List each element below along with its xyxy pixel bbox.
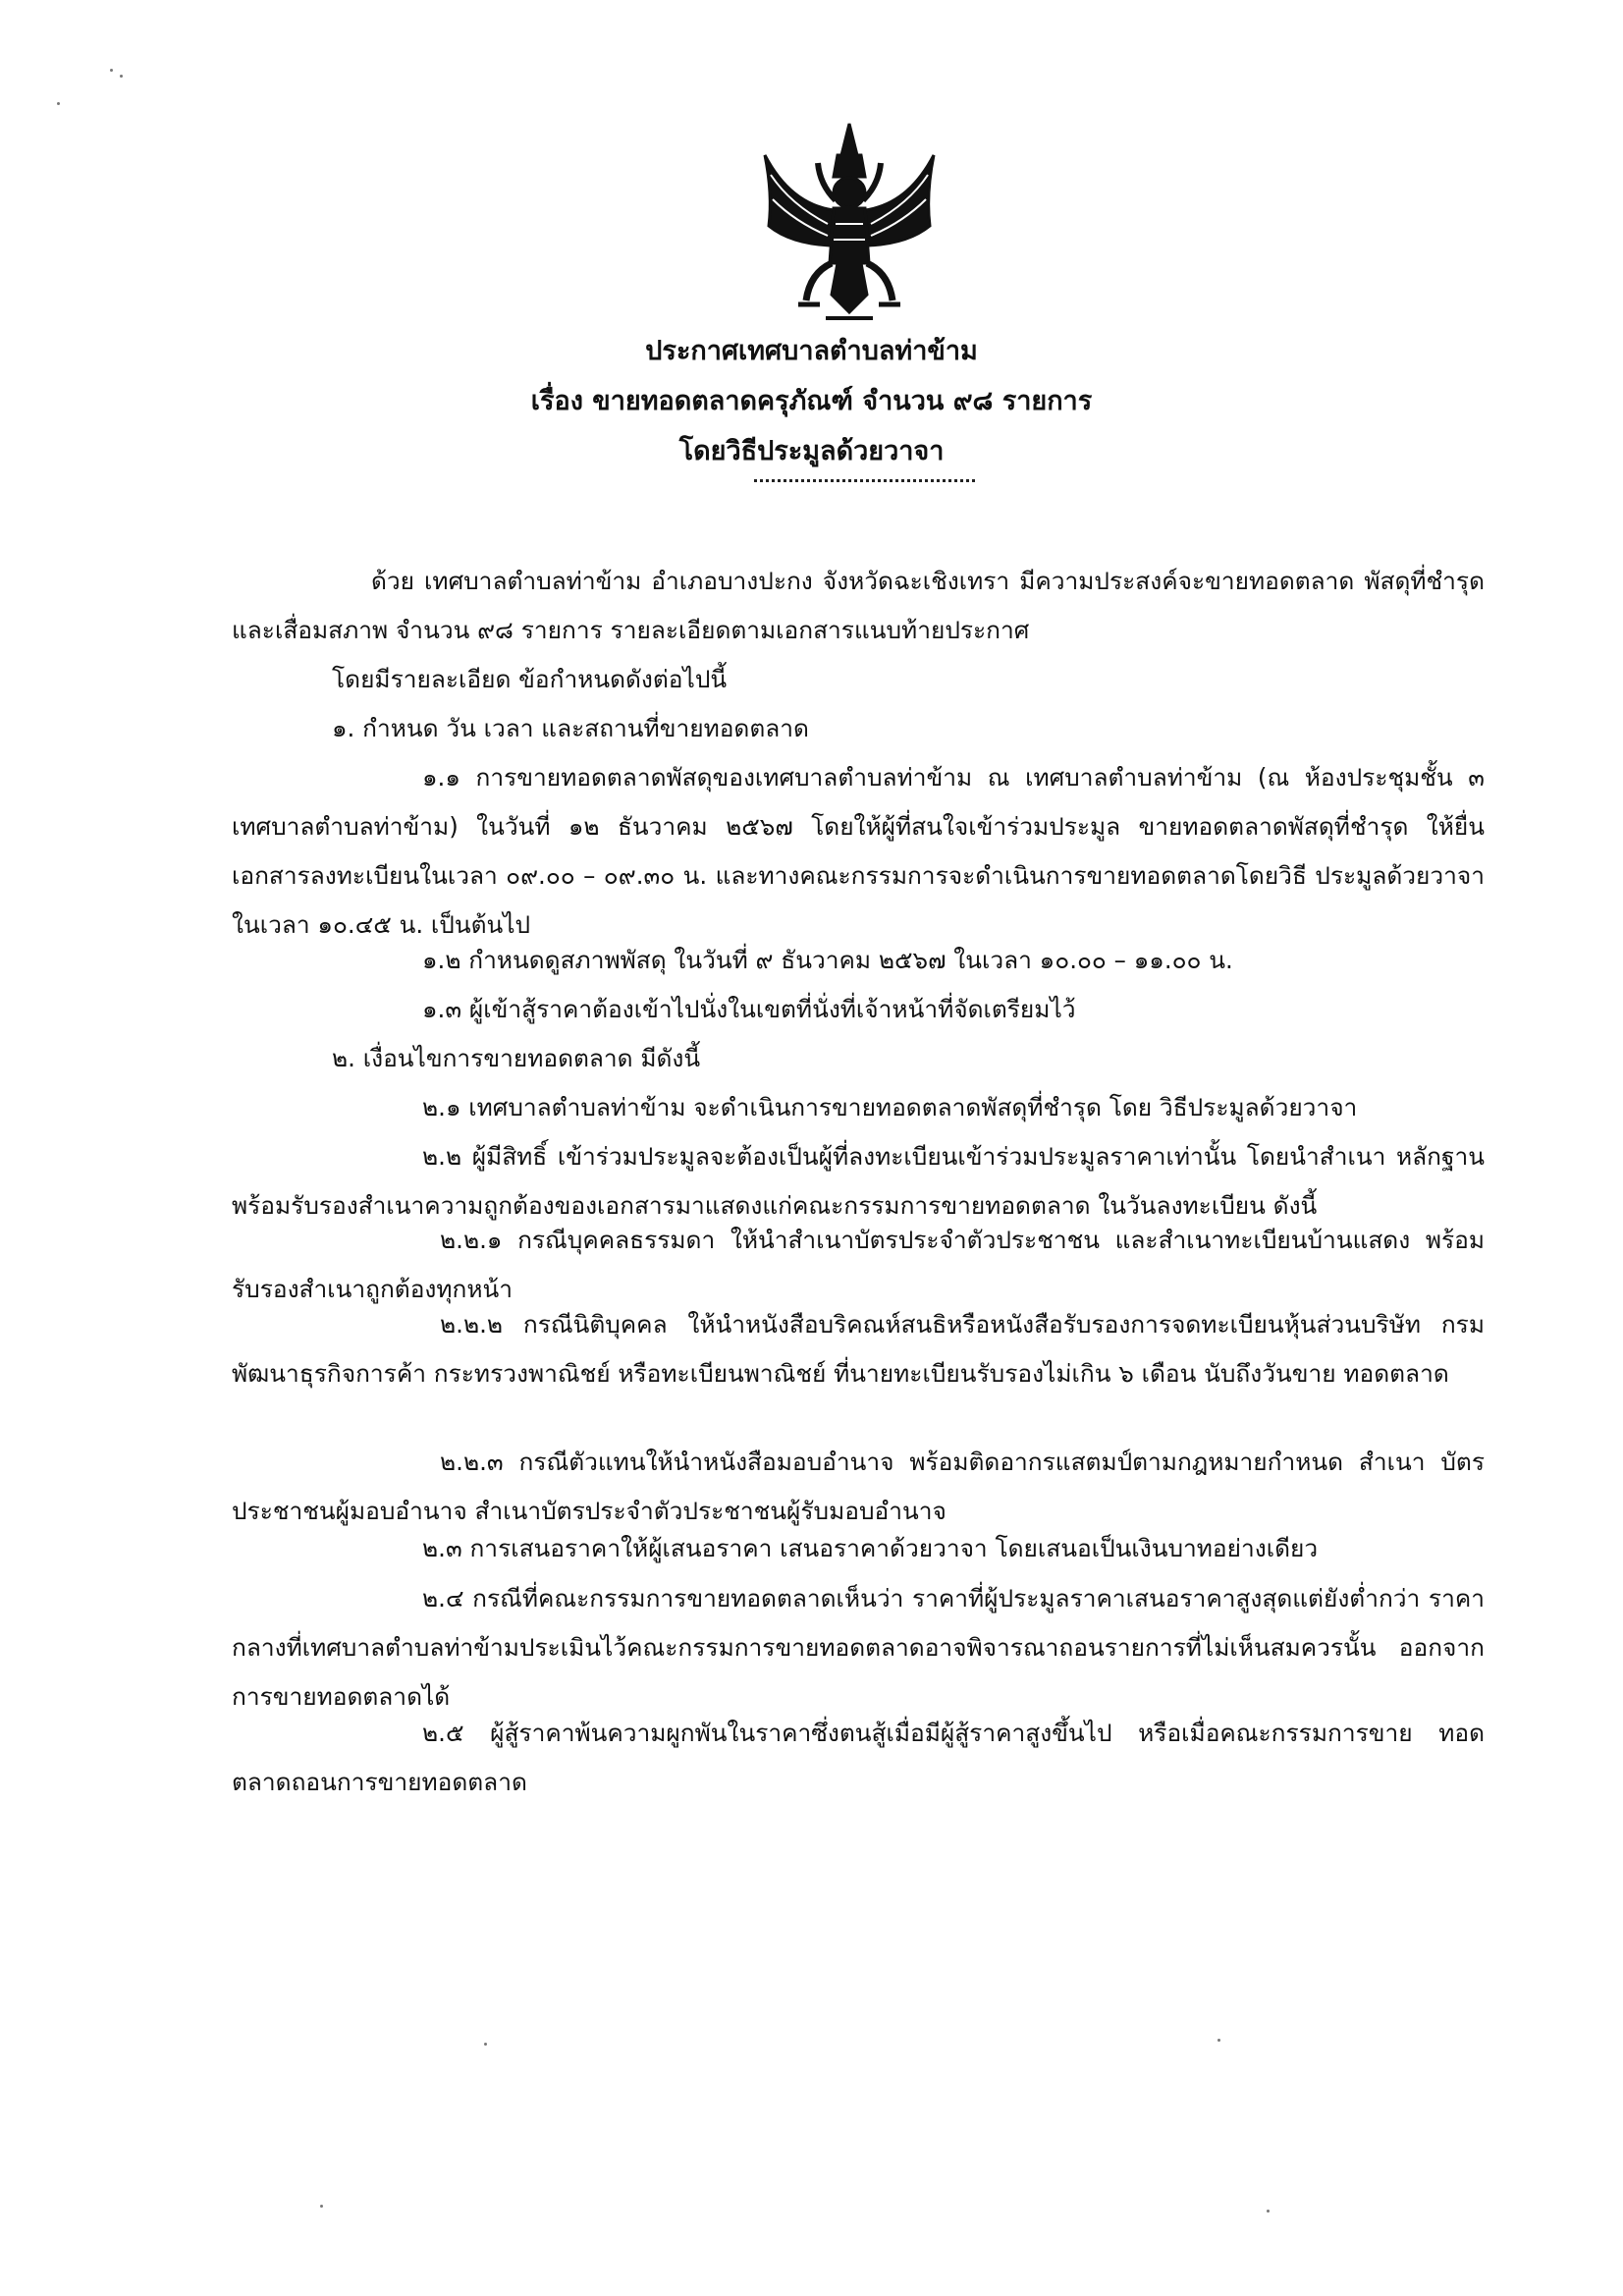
garuda-emblem-icon bbox=[751, 116, 947, 327]
paragraph-intro-cont: โดยมีรายละเอียด ข้อกำหนดดังต่อไปนี้ bbox=[332, 665, 728, 693]
scan-speck bbox=[1217, 2039, 1220, 2042]
clause-2-2-3: ๒.๒.๓ กรณีตัวแทนให้นำหนังสือมอบอำนาจ พร้อมติดอากรแสตมป์ตามกฎหมายกำหนด สำเนา บัตรประชาชนผู้มอบอำนาจ สำเนาบัตรประจำตัวประชาชนผู้รับมอบอำนาจ bbox=[232, 1448, 1485, 1525]
scan-speck bbox=[484, 2043, 487, 2046]
section-1-heading: ๑. กำหนด วัน เวลา และสถานที่ขายทอดตลาด bbox=[332, 714, 809, 742]
clause-2-2: ๒.๒ ผู้มีสิทธิ์ เข้าร่วมประมูลจะต้องเป็นผู้ที่ลงทะเบียนเข้าร่วมประมูลราคาเท่านั้น โดยนำสำเนา หลักฐานพร้อมรับรองสำเนาความถูกต้องของเอกสารมาแสดงแก่คณะกรรมการขายทอดตลาด ในวันลงทะเบียน ดังนี้ bbox=[232, 1142, 1485, 1220]
clause-2-3: ๒.๓ การเสนอราคาให้ผู้เสนอราคา เสนอราคาด้วยวาจา โดยเสนอเป็นเงินบาทอย่างเดียว bbox=[422, 1534, 1319, 1562]
paragraph-intro: ด้วย เทศบาลตำบลท่าข้าม อำเภอบางปะกง จังหวัดฉะเชิงเทรา มีความประสงค์จะขายทอดตลาด พัสดุที่ชำรุดและเสื่อมสภาพ จำนวน ๙๘ รายการ รายละเอียดตามเอกสารแนบท้ายประกาศ bbox=[232, 567, 1485, 644]
clause-1-3: ๑.๓ ผู้เข้าสู้ราคาต้องเข้าไปนั่งในเขตที่นั่งที่เจ้าหน้าที่จัดเตรียมไว้ bbox=[422, 995, 1076, 1023]
document-subject: เรื่อง ขายทอดตลาดครุภัณฑ์ จำนวน ๙๘ รายการ bbox=[530, 386, 1093, 416]
clause-2-5: ๒.๕ ผู้สู้ราคาพ้นความผูกพันในราคาซึ่งตนสู้เมื่อมีผู้สู้ราคาสูงขึ้นไป หรือเมื่อคณะกรรมการขาย ทอดตลาดถอนการขายทอดตลาด bbox=[232, 1719, 1485, 1796]
document-method: โดยวิธีประมูลด้วยวาจา bbox=[678, 436, 945, 466]
clause-1-2: ๑.๒ กำหนดดูสภาพพัสดุ ในวันที่ ๙ ธันวาคม ๒๕๖๗ ในเวลา ๑๐.๐๐ – ๑๑.๐๐ น. bbox=[422, 946, 1233, 974]
clause-2-2-1: ๒.๒.๑ กรณีบุคคลธรรมดา ให้นำสำเนาบัตรประจำตัวประชาชน และสำเนาทะเบียนบ้านแสดง พร้อมรับรองสำเนาถูกต้องทุกหน้า bbox=[232, 1226, 1485, 1303]
scan-speck bbox=[110, 69, 113, 72]
clause-2-2-2: ๒.๒.๒ กรณีนิติบุคคล ให้นำหนังสือบริคณห์สนธิหรือหนังสือรับรองการจดทะเบียนหุ้นส่วนบริษัท กรมพัฒนาธุรกิจการค้า กระทรวงพาณิชย์ หรือทะเบียนพาณิชย์ ที่นายทะเบียนรับรองไม่เกิน ๖ เดือน นับถึงวันขาย ทอดตลาด bbox=[232, 1310, 1485, 1388]
scan-speck bbox=[320, 2205, 323, 2208]
header-dotted-divider bbox=[754, 479, 975, 482]
section-2-heading: ๒. เงื่อนไขการขายทอดตลาด มีดังนี้ bbox=[332, 1044, 701, 1072]
scan-speck bbox=[1267, 2210, 1270, 2213]
scan-speck bbox=[120, 75, 123, 78]
clause-2-1: ๒.๑ เทศบาลตำบลท่าข้าม จะดำเนินการขายทอดตลาดพัสดุที่ชำรุด โดย วิธีประมูลด้วยวาจา bbox=[422, 1093, 1358, 1121]
clause-2-4: ๒.๔ กรณีที่คณะกรรมการขายทอดตลาดเห็นว่า ราคาที่ผู้ประมูลราคาเสนอราคาสูงสุดแต่ยังต่ำกว่า ราคากลางที่เทศบาลตำบลท่าข้ามประเมินไว้คณะกรรมการขายทอดตลาดอาจพิจารณาถอนรายการที่ไม่เห็นสมควรนั้น ออกจากการขายทอดตลาดได้ bbox=[232, 1584, 1485, 1711]
scan-speck bbox=[57, 102, 60, 105]
clause-1-1: ๑.๑ การขายทอดตลาดพัสดุของเทศบาลตำบลท่าข้าม ณ เทศบาลตำบลท่าข้าม (ณ ห้องประชุมชั้น ๓ เทศบาลตำบลท่าข้าม) ในวันที่ ๑๒ ธันวาคม ๒๕๖๗ โดยให้ผู้ที่สนใจเข้าร่วมประมูล ขายทอดตลาดพัสดุที่ชำรุด ให้ยื่นเอกสารลงทะเบียนในเวลา ๐๙.๐๐ – ๐๙.๓๐ น. และทางคณะกรรมการจะดำเนินการขายทอดตลาดโดยวิธี ประมูลด้วยวาจาในเวลา ๑๐.๔๕ น. เป็นต้นไป bbox=[232, 763, 1485, 939]
document-title: ประกาศเทศบาลตำบลท่าข้าม bbox=[645, 336, 978, 366]
